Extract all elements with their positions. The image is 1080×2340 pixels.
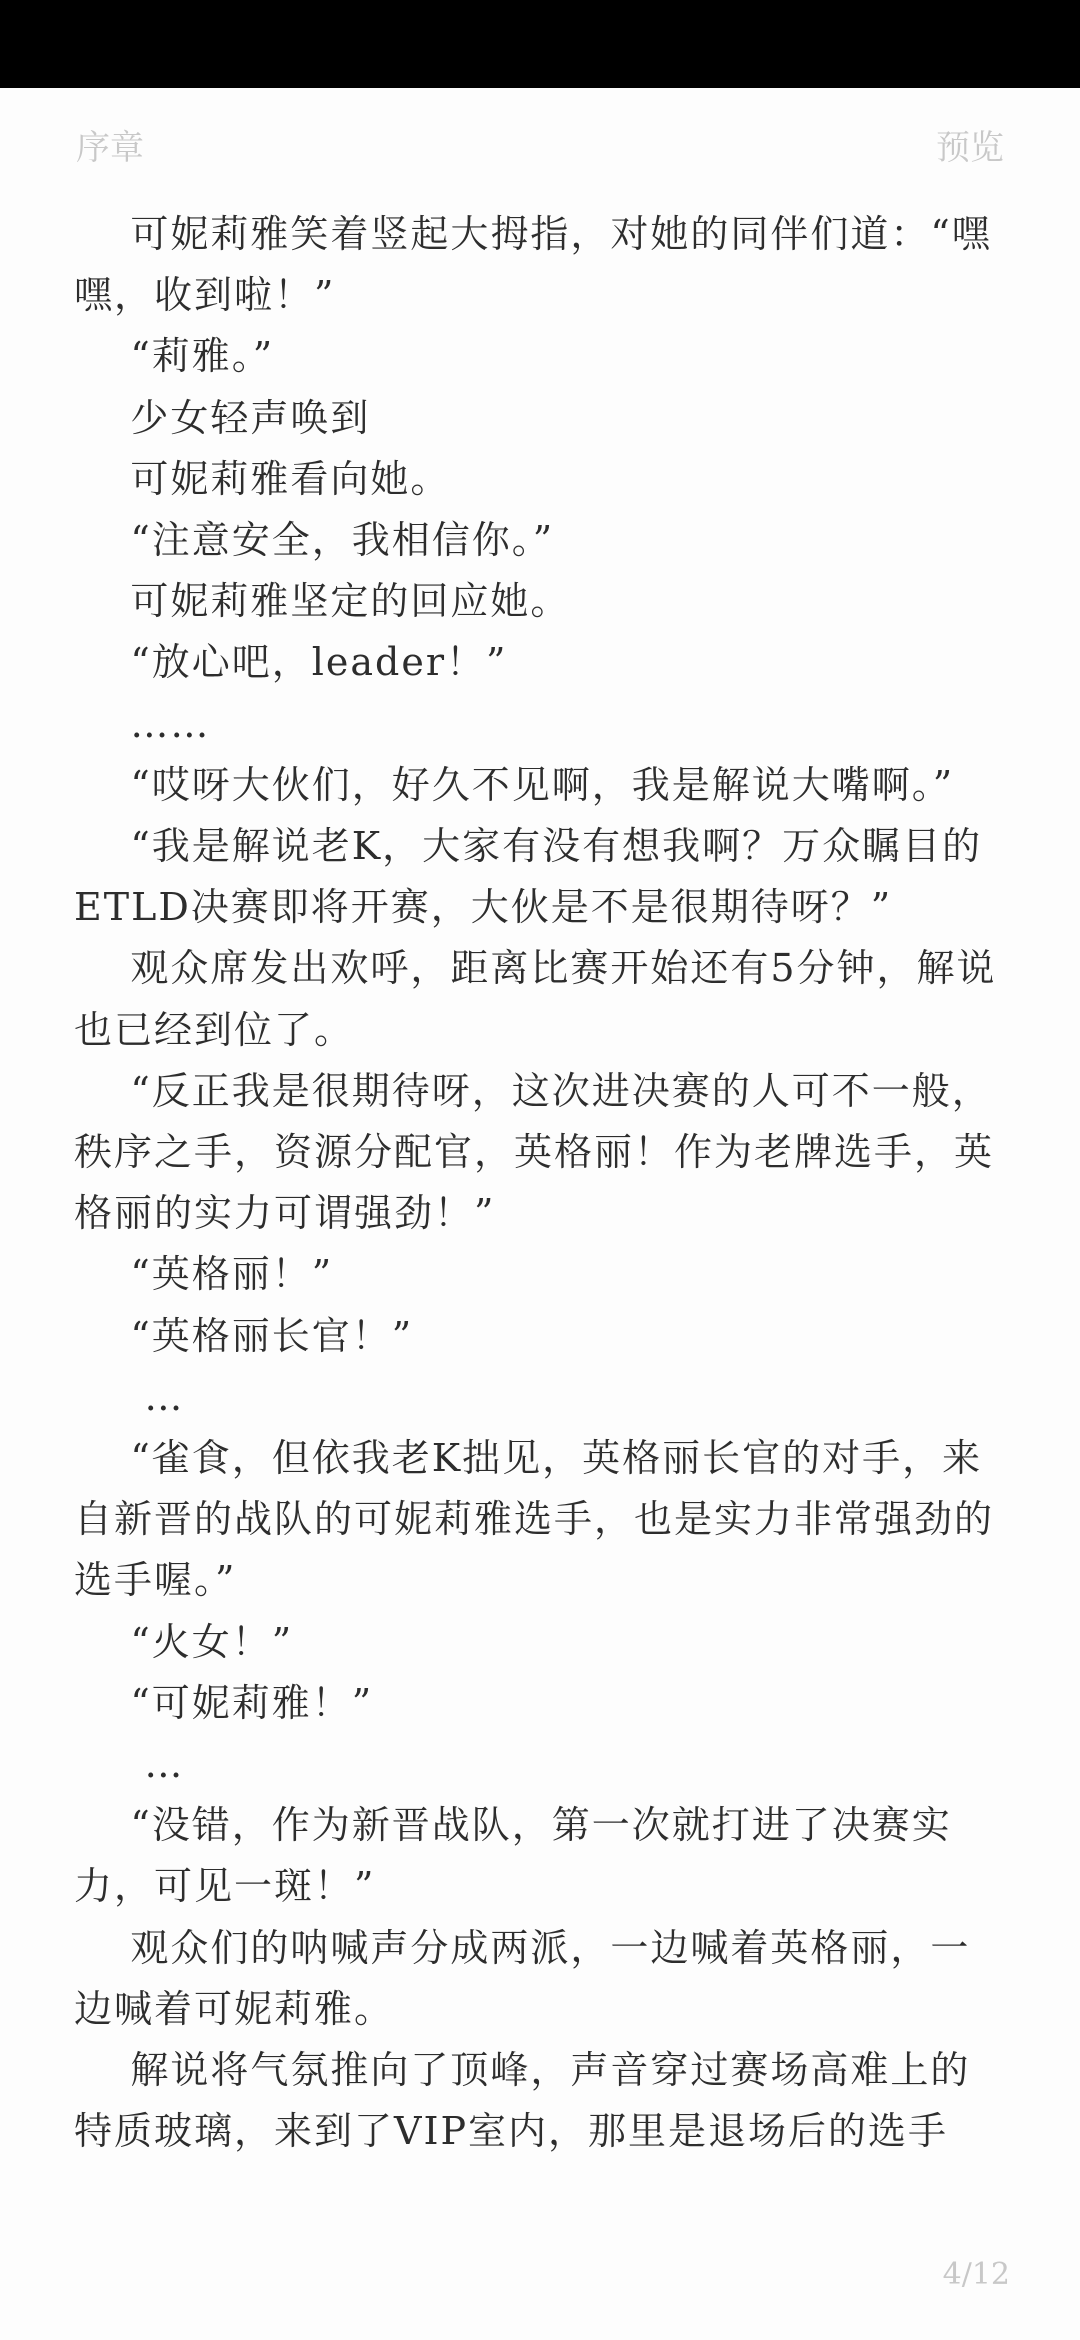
paragraph: ……	[74, 701, 211, 746]
paragraph: “火女！”	[74, 1619, 294, 1664]
paragraph: 可妮莉雅笑着竖起大拇指，对她的同伴们道：“嘿嘿，收到啦！”	[74, 212, 992, 318]
page-counter: 4/12	[942, 2257, 1010, 2292]
paragraph: 观众席发出欢呼，距离比赛开始还有5分钟，解说也已经到位了。	[74, 946, 997, 1052]
paragraph: “英格丽长官！”	[74, 1313, 414, 1358]
paragraph: 可妮莉雅坚定的回应她。	[74, 579, 571, 624]
paragraph: “英格丽！”	[74, 1252, 334, 1297]
paragraph: 观众们的呐喊声分成两派，一边喊着英格丽，一边喊着可妮莉雅。	[74, 1925, 971, 2031]
chapter-text	[74, 204, 1002, 2163]
paragraph: “雀食，但依我老K拙见，英格丽长官的对手，来自新晋的战队的可妮莉雅选手，也是实力非常强劲的选手喔。”	[74, 1436, 995, 1603]
paragraph: “放心吧，leader！”	[74, 640, 508, 685]
paragraph: “我是解说老K，大家有没有想我啊？万众瞩目的ETLD决赛即将开赛，大伙是不是很期待呀？”	[74, 824, 983, 930]
paragraph: 可妮莉雅看向她。	[74, 456, 451, 501]
paragraph: “反正我是很期待呀，这次进决赛的人可不一般，秩序之手，资源分配官，英格丽！作为老牌选手，英格丽的实力可谓强劲！”	[74, 1068, 995, 1236]
paragraph: “莉雅。”	[74, 334, 275, 379]
paragraph: …	[74, 1374, 185, 1419]
status-bar	[0, 0, 1080, 88]
paragraph: “注意安全，我相信你。”	[74, 518, 555, 563]
paragraph: …	[74, 1742, 185, 1787]
paragraph: 解说将气氛推向了顶峰，声音穿过赛场高难上的特质玻璃，来到了VIP室内，那里是退场后的选手	[74, 2048, 971, 2154]
paragraph: 少女轻声唤到	[74, 395, 371, 440]
paragraph: “没错，作为新晋战队，第一次就打进了决赛实力，可见一斑！”	[74, 1803, 952, 1909]
chapter-title: 序章	[76, 128, 144, 168]
preview-label[interactable]: 预览	[936, 128, 1004, 168]
paragraph: “哎呀大伙们，好久不见啊，我是解说大嘴啊。”	[74, 762, 955, 807]
paragraph: “可妮莉雅！”	[74, 1680, 374, 1725]
